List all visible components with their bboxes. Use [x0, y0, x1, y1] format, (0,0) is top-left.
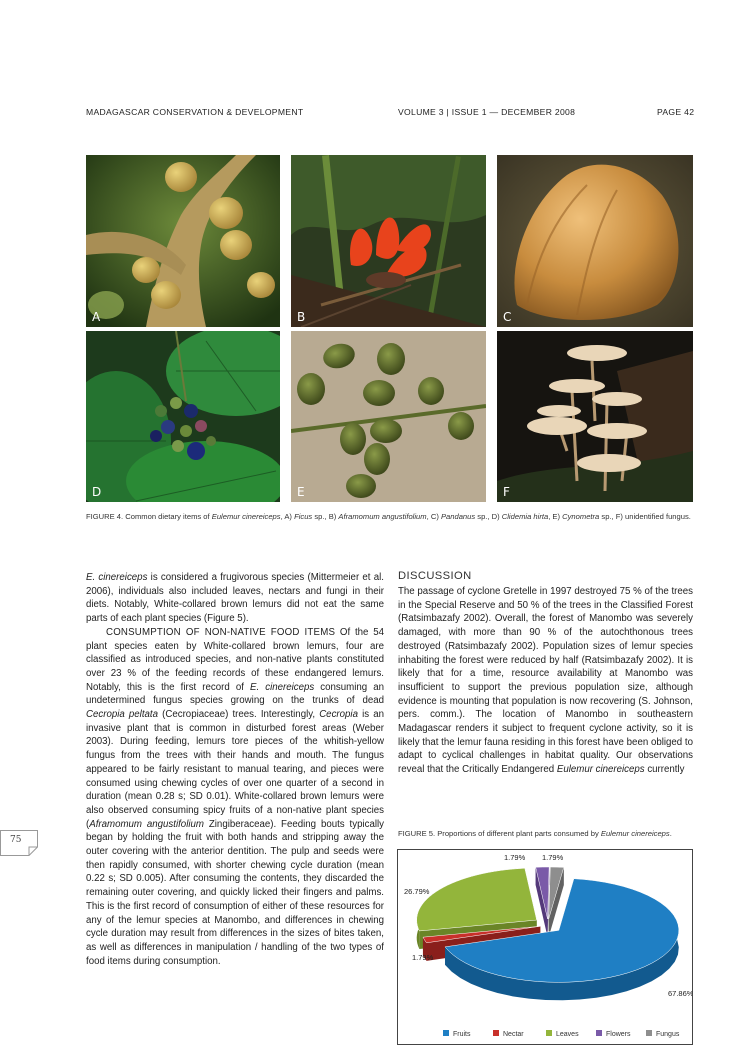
photo-d-label: D: [92, 485, 102, 499]
legend-label-leaves: Leaves: [556, 1031, 579, 1038]
photo-f-label: F: [503, 485, 510, 499]
pie-data-label-leaves: 26.79%: [404, 887, 430, 896]
aframomum-figure: [291, 155, 486, 327]
discussion-heading: DISCUSSION: [398, 570, 472, 582]
pie-data-label-flowers: 1.79%: [504, 853, 526, 862]
photo-f-fungus: [497, 331, 693, 502]
photo-b-aframomum: [291, 155, 486, 327]
photo-b-label: B: [297, 310, 306, 324]
legend-swatch-flowers: [596, 1030, 602, 1036]
pandanus-figure: [497, 155, 693, 327]
photo-d-clidemia: [86, 331, 280, 502]
cynometra-figure: [291, 331, 486, 502]
discussion-body: The passage of cyclone Gretelle in 1997 destroyed 75 % of the trees in the Special Reserve and 50 % of the trees in the Classified Forest (Ratsimbazafy 2002). Overall, the forest of Manombo was severely damaged, with more than 90 % of the autochthonous trees destroyed (Ratsimbazafy 2002). Population sizes of lemur species inhabiting the forest were reduced by half (Ratsimbazafy 2002). It is likely that for a time, resource availability at Manombo was insufficient to support the previous population size, although evidence is mounting that population is now recovering (S. Johnson, pers. comm.). The location of Manombo in southeastern Madagascar renders it subject to frequent cyclone activity, so it is likely that the lemur fauna residing in this forest have been obliged to adapt to cyclical challenges in habitat quality. Our observations reveal that the Critically Endangered Eulemur cinereiceps currently: [398, 586, 693, 776]
legend-label-fungus: Fungus: [656, 1031, 680, 1038]
section-heading-non-native: CONSUMPTION OF NON-NATIVE FOOD ITEMS: [106, 626, 336, 638]
figure-4-caption: FIGURE 4. Common dietary items of Eulemur cinereiceps, A) Ficus sp., B) Aframomum angustifolium, C) Pandanus sp., D) Clidemia hirta, E) Cynometra sp., F) unidentified fungus.: [86, 512, 691, 521]
figure-5-chart: [397, 849, 693, 1045]
figure-5-caption: FIGURE 5. Proportions of different plant parts consumed by Eulemur cinereiceps.: [398, 829, 672, 838]
ficus-figure: [86, 155, 280, 327]
legend-swatch-fruits: [443, 1030, 449, 1036]
journal-title: MADAGASCAR CONSERVATION & DEVELOPMENT: [86, 107, 304, 117]
margin-page-number: 75: [10, 835, 22, 845]
pie-data-label-fruits: 67.86%: [668, 989, 692, 998]
left-column: [86, 571, 384, 968]
page-number: PAGE 42: [657, 107, 695, 117]
legend-swatch-leaves: [546, 1030, 552, 1036]
legend-label-fruits: Fruits: [453, 1031, 471, 1038]
legend-label-flowers: Flowers: [606, 1031, 631, 1038]
pie-chart: [398, 850, 692, 1044]
photo-e-label: E: [297, 485, 305, 499]
pie-data-label-nectar: 1.79%: [412, 953, 434, 962]
photo-c-label: C: [503, 310, 512, 324]
fungus-figure: [497, 331, 693, 502]
margin-page-marker: [0, 830, 38, 854]
issue-info: VOLUME 3 | ISSUE 1 — DECEMBER 2008: [398, 107, 576, 117]
pie-slice-leaves: [417, 868, 537, 931]
legend-swatch-fungus: [646, 1030, 652, 1036]
paragraph-frugivory: E. cinereiceps is considered a frugivorous species (Mittermeier et al. 2006), individuals also included leaves, nectars and fungi in their diets. Notably, White-collared brown lemurs did not eat the same parts of each plant species (Figure 5).: [86, 572, 384, 625]
legend-swatch-nectar: [493, 1030, 499, 1036]
photo-e-cynometra: [291, 331, 486, 502]
photo-a-label: A: [92, 310, 101, 324]
legend-label-nectar: Nectar: [503, 1031, 524, 1038]
pie-data-label-fungus: 1.79%: [542, 853, 564, 862]
paragraph-non-native-food: CONSUMPTION OF NON-NATIVE FOOD ITEMS Of the 54 plant species eaten by White-collared brown lemurs, four are classified as introduced species, and non-native plants constituted over 23 % of the feeding records of these endangered lemurs. Notably, this is the first record of E. cinereiceps consuming an undetermined fungus species growing on the trunks of dead Cecropia peltata (Cecropiaceae) trees. Interestingly, Cecropia is an invasive plant that is common in disturbed forest areas (Weber 2003). During feeding, lemurs tore pieces of the whitish-yellow fungus from the trees with their hands and mouth. The fungus appeared to be fairly resistant to manual tearing, and pieces were consumed using chewing cycles of over one quarter of a second in duration (mean 0.28 s; SD 0.01). White-collared brown lemurs were also observed consuming spicy fruits of a non-native plant species (Aframomum angustifolium Zingiberaceae). Feeding bouts typically began by holding the fruit with both hands and stripping away the outer covering with the anterior dentition. The pulp and seeds were then rapidly consumed, with shorter chewing cycle duration (mean 0.22 s; SD 0.005). After consuming the contents, they discarded the remaining outer covering, and quickly licked their fingers and palms. This is the first record of consumption of either of these resources for any of the lemur species at Manombo, and differences in chewing cycle duration may result from differences in the sizes of bites taken, as well as differences in manipulation / handling of the two types of food items during consumption.: [86, 626, 385, 967]
clidemia-figure: [86, 331, 280, 502]
photo-a-ficus: [86, 155, 280, 327]
photo-c-pandanus: [497, 155, 693, 327]
